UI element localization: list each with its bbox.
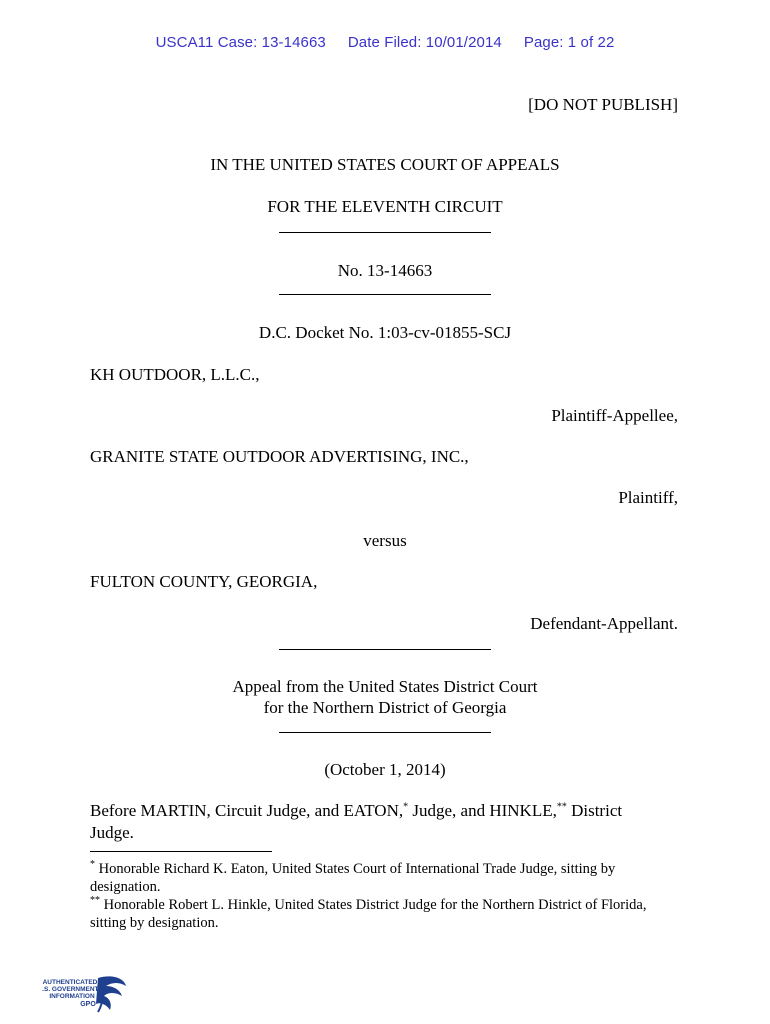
eagle-seal-icon <box>42 972 132 1018</box>
panel-text: Judge, and HINKLE, <box>408 801 557 820</box>
decision-date: (October 1, 2014) <box>324 760 446 779</box>
docket-number: D.C. Docket No. 1:03-cv-01855-SCJ <box>258 323 512 342</box>
filing-header <box>0 34 770 51</box>
panel-text: District <box>566 801 623 820</box>
case-number: No. 13-14663 <box>337 261 433 280</box>
court-name-line1: IN THE UNITED STATES COURT OF APPEALS <box>210 155 560 174</box>
footnote-2 <box>90 896 690 914</box>
footnote-divider <box>90 851 272 852</box>
court-name-line2: FOR THE ELEVENTH CIRCUIT <box>267 197 503 216</box>
separator-rule <box>279 232 491 233</box>
publish-flag: [DO NOT PUBLISH] <box>528 95 678 114</box>
footnote-text: Honorable Robert L. Hinkle, United States District Judge for the Northern District of Florida, <box>100 897 647 913</box>
seal-text: U.S. GOVERNMENT <box>42 986 99 993</box>
footnote-2-cont: sitting by designation. <box>90 915 219 931</box>
seal-text: AUTHENTICATED <box>42 979 98 986</box>
panel-line2: Judge. <box>90 823 134 842</box>
footnote-text: Honorable Richard K. Eaton, United States Court of International Trade Judge, sitting by <box>95 861 616 877</box>
party-role-plaintiff: Plaintiff, <box>618 488 678 507</box>
party-role-appellant: Defendant-Appellant. <box>530 614 678 633</box>
party-role-appellee: Plaintiff-Appellee, <box>551 406 678 425</box>
footnote-ref: * <box>403 801 409 813</box>
footnote-mark: ** <box>90 895 100 907</box>
party-fulton-county: FULTON COUNTY, GEORGIA, <box>90 572 318 591</box>
party-kh-outdoor: KH OUTDOOR, L.L.C., <box>90 365 260 384</box>
case-number-header: USCA11 Case: 13-14663 <box>155 34 326 51</box>
gpo-authentication-seal <box>42 972 132 1018</box>
seal-text: GPO <box>80 1001 96 1008</box>
footnote-mark: * <box>90 859 95 871</box>
separator-rule <box>279 649 491 650</box>
footnote-1-cont: designation. <box>90 879 161 895</box>
footnote-ref: ** <box>556 801 567 813</box>
separator-rule <box>279 732 491 733</box>
panel-text: Before MARTIN, Circuit Judge, and EATON, <box>90 801 404 820</box>
footnote-1 <box>90 860 690 878</box>
appeal-line1: Appeal from the United States District Court <box>232 677 538 696</box>
date-filed-header: Date Filed: 10/01/2014 <box>347 34 502 51</box>
panel-line <box>90 800 690 822</box>
appeal-line2: for the Northern District of Georgia <box>263 698 507 717</box>
versus-label: versus <box>363 531 407 550</box>
seal-text: INFORMATION <box>49 993 95 1000</box>
party-granite-state: GRANITE STATE OUTDOOR ADVERTISING, INC., <box>90 447 469 466</box>
page-count-header: Page: 1 of 22 <box>523 34 615 51</box>
separator-rule <box>279 294 491 295</box>
